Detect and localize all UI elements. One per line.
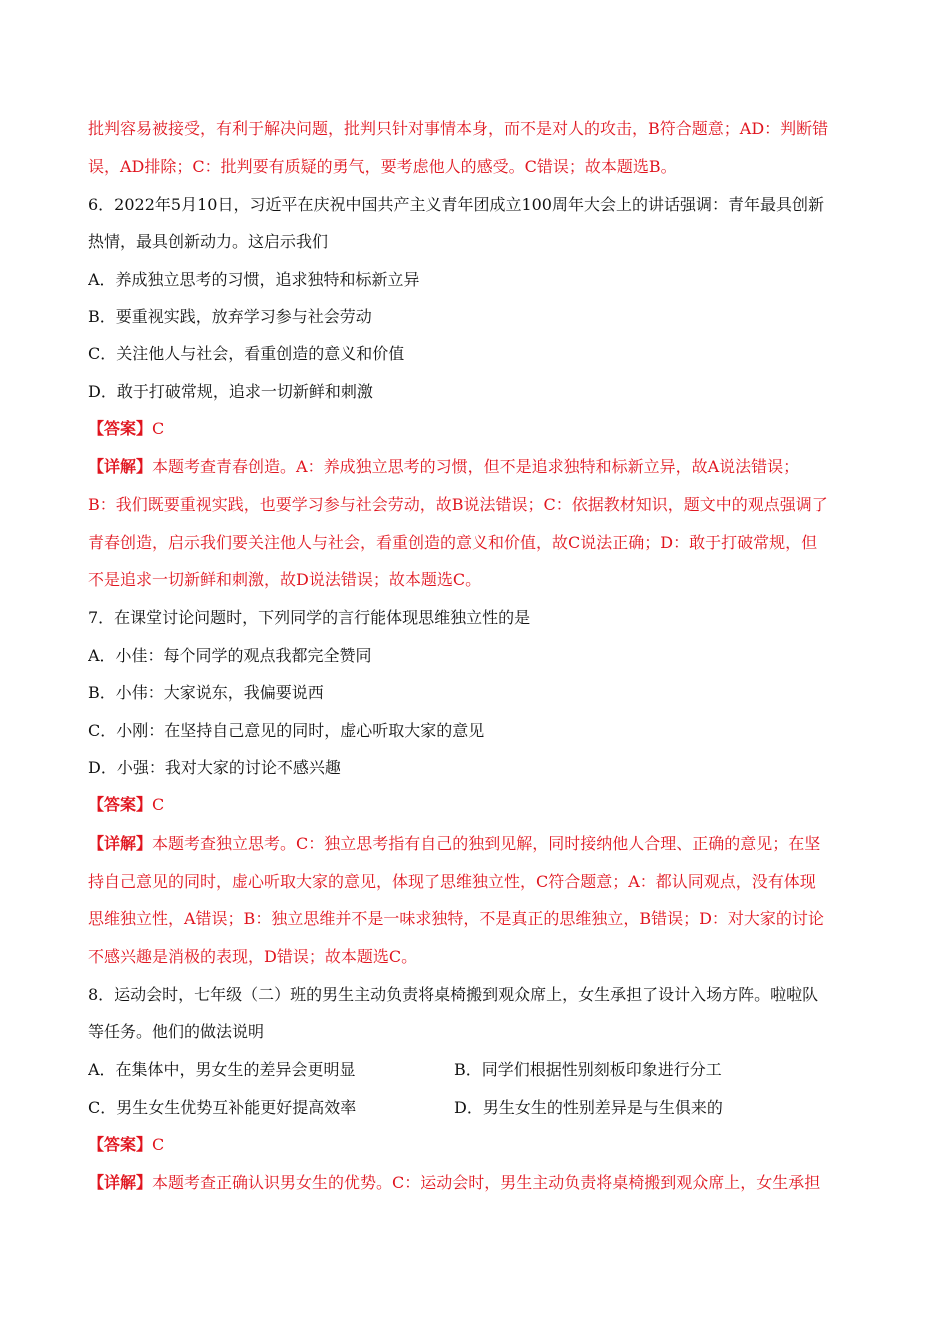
explanation-label: 【详解】 (88, 834, 153, 853)
answer-value: C (152, 419, 165, 438)
q7-option-a: A．小佳：每个同学的观点我都完全赞同 (88, 646, 372, 665)
q7-stem-line-1: 7．在课堂讨论问题时，下列同学的言行能体现思维独立性的是 (88, 608, 531, 627)
q6-explanation-line-3: 青春创造，启示我们要关注他人与社会，看重创造的意义和价值，故C说法正确；D：敢于打破常规，但 (88, 533, 818, 552)
q8-option-c: C．男生女生优势互补能更好提高效率 (88, 1098, 357, 1117)
q8-option-a: A．在集体中，男女生的差异会更明显 (88, 1060, 356, 1079)
explanation-label: 【详解】 (88, 1173, 153, 1192)
q6-option-c: C．关注他人与社会，看重创造的意义和价值 (88, 344, 405, 363)
q5-explanation-line-1: 批判容易被接受，有利于解决问题，批判只针对事情本身，而不是对人的攻击，B符合题意；AD：判断错 (88, 119, 829, 138)
answer-value: C (152, 1135, 165, 1154)
q6-explanation-line-2: B：我们既要重视实践，也要学习参与社会劳动，故B说法错误；C：依据教材知识，题文中的观点强调了 (88, 495, 828, 514)
q6-stem-line-2: 热情，最具创新动力。这启示我们 (88, 232, 329, 251)
q7-explanation-line-3: 思维独立性，A错误；B：独立思维并不是一味求独特，不是真正的思维独立，B错误；D：对大家的讨论 (88, 909, 824, 928)
q6-option-a: A．养成独立思考的习惯，追求独特和标新立异 (88, 270, 420, 289)
q8-option-b: B．同学们根据性别刻板印象进行分工 (454, 1060, 722, 1079)
q7-option-b: B．小伟：大家说东，我偏要说西 (88, 683, 324, 702)
q5-explanation-line-2: 误，AD排除；C：批判要有质疑的勇气，要考虑他人的感受。C错误；故本题选B。 (88, 157, 677, 176)
explanation-text: 本题考查正确认识男女生的优势。C：运动会时，男生主动负责将桌椅搬到观众席上，女生承担 (152, 1173, 821, 1192)
q6-option-d: D．敢于打破常规，追求一切新鲜和刺激 (88, 382, 373, 401)
q6-answer (88, 417, 878, 441)
answer-label: 【答案】 (88, 419, 153, 438)
q7-answer (88, 793, 878, 817)
answer-label: 【答案】 (88, 795, 153, 814)
q8-stem-line-1: 8．运动会时，七年级（二）班的男生主动负责将桌椅搬到观众席上，女生承担了设计入场方阵。啦啦队 (88, 985, 819, 1004)
q6-stem-line-1: 6．2022年5月10日，习近平在庆祝中国共产主义青年团成立100周年大会上的讲话强调：青年最具创新 (88, 195, 824, 214)
q7-option-d: D．小强：我对大家的讨论不感兴趣 (88, 758, 341, 777)
explanation-label: 【详解】 (88, 457, 153, 476)
q6-explanation-line-1 (88, 455, 878, 479)
q8-stem-line-2: 等任务。他们的做法说明 (88, 1022, 265, 1041)
explanation-text: 本题考查青春创造。A：养成独立思考的习惯，但不是追求独特和标新立异，故A说法错误； (152, 457, 800, 476)
q7-explanation-line-2: 持自己意见的同时，虚心听取大家的意见，体现了思维独立性，C符合题意；A：都认同观点，没有体现 (88, 872, 816, 891)
q6-explanation-line-4: 不是追求一切新鲜和刺激，故D说法错误；故本题选C。 (88, 570, 482, 589)
explanation-text: 本题考查独立思考。C：独立思考指有自己的独到见解，同时接纳他人合理、正确的意见；在坚 (152, 834, 821, 853)
q8-answer (88, 1133, 878, 1157)
q8-option-d: D．男生女生的性别差异是与生俱来的 (454, 1098, 723, 1117)
answer-value: C (152, 795, 165, 814)
q8-explanation-line-1 (88, 1171, 878, 1195)
answer-label: 【答案】 (88, 1135, 153, 1154)
q7-explanation-line-4: 不感兴趣是消极的表现，D错误；故本题选C。 (88, 947, 418, 966)
q7-explanation-line-1 (88, 832, 878, 856)
q7-option-c: C．小刚：在坚持自己意见的同时，虚心听取大家的意见 (88, 721, 485, 740)
q6-option-b: B．要重视实践，放弃学习参与社会劳动 (88, 307, 372, 326)
